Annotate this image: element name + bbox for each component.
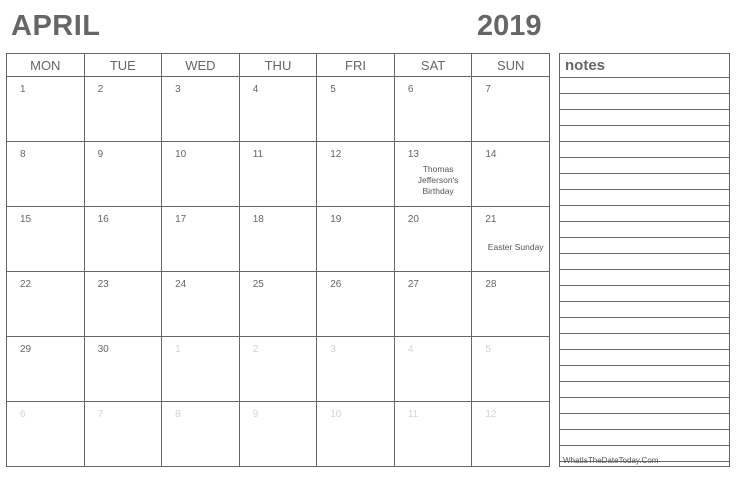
day-number: 9 xyxy=(97,149,104,160)
day-number: 22 xyxy=(20,279,32,290)
note-line[interactable] xyxy=(560,254,729,270)
note-line[interactable] xyxy=(560,94,729,110)
day-number: 5 xyxy=(485,344,491,355)
day-number: 7 xyxy=(485,84,491,95)
note-line[interactable] xyxy=(560,222,729,238)
day-number: 11 xyxy=(252,149,264,160)
weekday-mon: MON xyxy=(7,54,85,77)
day-cell[interactable] xyxy=(317,207,395,272)
day-number: 27 xyxy=(407,279,419,290)
day-number: 29 xyxy=(20,344,32,355)
day-cell[interactable] xyxy=(162,337,240,402)
note-line[interactable] xyxy=(560,350,729,366)
day-cell[interactable] xyxy=(317,402,395,467)
weekday-tue: TUE xyxy=(84,54,162,77)
day-number: 6 xyxy=(407,84,414,95)
day-cell[interactable] xyxy=(162,402,240,467)
note-line[interactable] xyxy=(560,126,729,142)
note-line[interactable] xyxy=(560,382,729,398)
day-cell[interactable] xyxy=(7,142,85,207)
day-cell[interactable] xyxy=(472,272,550,337)
note-line[interactable] xyxy=(560,78,729,94)
day-cell[interactable] xyxy=(84,337,162,402)
day-number: 24 xyxy=(175,279,187,290)
week-row xyxy=(7,142,550,207)
day-number: 4 xyxy=(407,344,414,355)
day-cell[interactable] xyxy=(162,77,240,142)
day-cell[interactable] xyxy=(394,402,472,467)
day-cell[interactable] xyxy=(394,77,472,142)
day-number: 7 xyxy=(97,409,104,420)
day-number: 15 xyxy=(20,214,32,225)
day-number: 2 xyxy=(252,344,259,355)
day-cell[interactable] xyxy=(162,142,240,207)
note-line[interactable] xyxy=(560,270,729,286)
day-number: 3 xyxy=(175,84,181,95)
note-line[interactable] xyxy=(560,174,729,190)
note-line[interactable] xyxy=(560,110,729,126)
note-line[interactable] xyxy=(560,142,729,158)
day-cell[interactable] xyxy=(317,272,395,337)
day-number: 8 xyxy=(20,149,26,160)
day-cell[interactable] xyxy=(7,272,85,337)
day-cell[interactable] xyxy=(239,142,317,207)
day-cell[interactable] xyxy=(239,337,317,402)
year-title: 2019 xyxy=(477,10,542,42)
week-row xyxy=(7,272,550,337)
note-line[interactable] xyxy=(560,206,729,222)
holiday-event: Easter Sunday xyxy=(487,242,544,252)
day-cell[interactable] xyxy=(239,77,317,142)
day-number: 6 xyxy=(20,409,26,420)
week-row xyxy=(7,402,550,467)
day-number: 10 xyxy=(175,149,187,160)
day-cell[interactable] xyxy=(239,207,317,272)
day-cell[interactable] xyxy=(317,77,395,142)
notes-title: notes xyxy=(560,54,729,78)
weekday-wed: WED xyxy=(162,54,240,77)
day-number: 1 xyxy=(175,344,181,355)
week-row xyxy=(7,207,550,272)
weekday-thu: THU xyxy=(239,54,317,77)
note-line[interactable] xyxy=(560,398,729,414)
day-number: 1 xyxy=(20,84,26,95)
day-cell[interactable] xyxy=(317,337,395,402)
day-number: 19 xyxy=(330,214,342,225)
week-row xyxy=(7,337,550,402)
note-line[interactable] xyxy=(560,190,729,206)
weekday-header-row xyxy=(7,54,550,77)
day-cell[interactable] xyxy=(394,207,472,272)
day-number: 26 xyxy=(330,279,342,290)
note-line[interactable] xyxy=(560,414,729,430)
week-row xyxy=(7,77,550,142)
day-cell[interactable] xyxy=(394,337,472,402)
note-line[interactable] xyxy=(560,430,729,446)
day-cell[interactable] xyxy=(162,207,240,272)
day-cell[interactable] xyxy=(394,142,472,207)
note-line[interactable] xyxy=(560,302,729,318)
day-cell[interactable] xyxy=(84,207,162,272)
day-cell[interactable] xyxy=(84,77,162,142)
day-cell[interactable] xyxy=(472,142,550,207)
weekday-fri: FRI xyxy=(317,54,395,77)
day-cell[interactable] xyxy=(239,402,317,467)
day-cell[interactable] xyxy=(472,207,550,272)
day-number: 2 xyxy=(97,84,104,95)
day-number: 3 xyxy=(330,344,336,355)
note-line[interactable] xyxy=(560,318,729,334)
day-cell[interactable] xyxy=(84,402,162,467)
day-number: 17 xyxy=(175,214,187,225)
month-title: APRIL xyxy=(11,10,101,42)
day-cell[interactable] xyxy=(7,77,85,142)
weekday-sun: SUN xyxy=(472,54,550,77)
day-cell[interactable] xyxy=(162,272,240,337)
day-number: 8 xyxy=(175,409,181,420)
calendar-body xyxy=(7,77,550,467)
day-cell[interactable] xyxy=(7,402,85,467)
calendar-grid xyxy=(6,53,550,467)
day-number: 30 xyxy=(97,344,109,355)
holiday-event: Thomas Jefferson's Birthday xyxy=(417,164,459,196)
day-number: 20 xyxy=(407,214,419,225)
day-cell[interactable] xyxy=(84,142,162,207)
notes-lines xyxy=(560,78,729,462)
day-number: 12 xyxy=(330,149,342,160)
day-number: 28 xyxy=(485,279,497,290)
note-line[interactable] xyxy=(560,238,729,254)
day-number: 10 xyxy=(330,409,342,420)
day-number: 18 xyxy=(252,214,264,225)
day-cell[interactable] xyxy=(7,337,85,402)
day-number: 21 xyxy=(485,214,497,225)
day-number: 4 xyxy=(252,84,259,95)
day-number: 14 xyxy=(485,149,497,160)
day-cell[interactable] xyxy=(472,337,550,402)
note-line[interactable] xyxy=(560,334,729,350)
day-number: 5 xyxy=(330,84,336,95)
day-cell[interactable] xyxy=(394,272,472,337)
day-number: 11 xyxy=(407,409,419,420)
day-cell[interactable] xyxy=(472,77,550,142)
day-number: 13 xyxy=(407,149,419,160)
day-number: 16 xyxy=(97,214,109,225)
day-cell[interactable] xyxy=(7,207,85,272)
notes-panel xyxy=(559,53,730,467)
day-cell[interactable] xyxy=(84,272,162,337)
day-cell[interactable] xyxy=(239,272,317,337)
website-footer: WhatIsTheDateToday.Com xyxy=(563,456,659,465)
note-line[interactable] xyxy=(560,286,729,302)
weekday-sat: SAT xyxy=(394,54,472,77)
note-line[interactable] xyxy=(560,158,729,174)
day-number: 9 xyxy=(252,409,259,420)
day-number: 12 xyxy=(485,409,497,420)
note-line[interactable] xyxy=(560,366,729,382)
day-number: 23 xyxy=(97,279,109,290)
day-number: 25 xyxy=(252,279,264,290)
day-cell[interactable] xyxy=(472,402,550,467)
day-cell[interactable] xyxy=(317,142,395,207)
